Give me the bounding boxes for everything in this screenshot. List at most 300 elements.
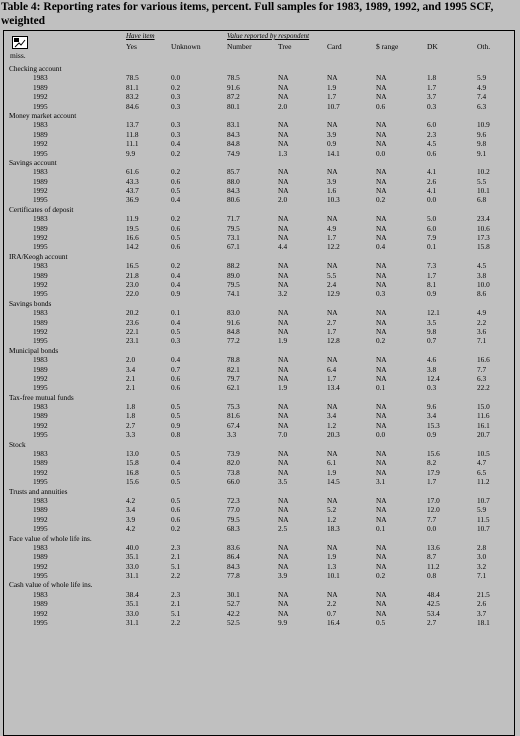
cell-yes: 16.6 [126,233,139,243]
cell-number: 91.6 [227,317,240,327]
cell-card: 2.2 [327,599,337,609]
cell-range: NA [376,270,387,280]
table-row [4,449,516,458]
table-row [4,102,516,111]
table-row [4,195,516,204]
cell-unknown: 0.4 [171,195,181,205]
cell-card: 1.2 [327,514,337,524]
table-body [4,64,516,627]
cell-unknown: 0.2 [171,148,181,158]
cell-dk: 13.6 [427,542,440,552]
cell-oth: 10.7 [477,495,490,505]
cell-card: 0.9 [327,139,337,149]
year-cell: 1995 [33,242,48,252]
cell-tree: NA [278,467,289,477]
table-row [4,618,516,627]
cell-dk: 53.4 [427,608,440,618]
cell-card: 5.2 [327,505,337,515]
cell-card: NA [327,589,338,599]
cell-unknown: 2.2 [171,571,181,581]
section-header [4,393,516,402]
cell-yes: 23.0 [126,279,139,289]
cell-dk: 8.2 [427,458,437,468]
cell-unknown: 0.3 [171,336,181,346]
cell-dk: 0.1 [427,242,437,252]
cell-tree: NA [278,599,289,609]
cell-oth: 6.8 [477,195,487,205]
table-title: Table 4: Reporting rates for various items, percent. Full samples for 1983, 1989, 1992, and 1995 SCF, weighted [1,1,494,27]
cell-yes: 84.6 [126,101,139,111]
col-header-unknown: Unknown [171,42,201,51]
cell-card: 1.7 [327,326,337,336]
table-row [4,308,516,317]
cell-tree: NA [278,317,289,327]
section-header [4,580,516,589]
table-row [4,186,516,195]
cell-number: 91.6 [227,82,240,92]
year-cell: 1983 [33,308,48,318]
cell-number: 79.5 [227,514,240,524]
table-row [4,120,516,129]
cell-range: NA [376,82,387,92]
cell-tree: NA [278,308,289,318]
cell-number: 80.6 [227,195,240,205]
cell-tree: NA [278,214,289,224]
cell-yes: 83.2 [126,92,139,102]
cell-unknown: 0.5 [171,411,181,421]
cell-oth: 7.7 [477,364,487,374]
cell-dk: 9.6 [427,402,437,412]
cell-range: NA [376,608,387,618]
cell-tree: 3.2 [278,289,288,299]
cell-card: 3.4 [327,411,337,421]
cell-yes: 78.5 [126,73,139,83]
year-cell: 1983 [33,355,48,365]
cell-oth: 10.0 [477,279,490,289]
cell-oth: 11.6 [477,411,490,421]
cell-tree: 2.5 [278,524,288,534]
cell-unknown: 0.9 [171,289,181,299]
cell-dk: 8.1 [427,279,437,289]
cell-number: 79.7 [227,373,240,383]
table-row [4,318,516,327]
cell-dk: 15.3 [427,420,440,430]
table-row [4,421,516,430]
cell-card: NA [327,261,338,271]
cell-number: 81.6 [227,411,240,421]
cell-oth: 10.7 [477,524,490,534]
cell-card: 18.3 [327,524,340,534]
cell-unknown: 0.9 [171,420,181,430]
cell-range: 0.1 [376,383,386,393]
cell-unknown: 0.6 [171,505,181,515]
cell-oth: 20.7 [477,430,490,440]
year-cell: 1983 [33,261,48,271]
cell-dk: 0.3 [427,383,437,393]
cell-unknown: 0.4 [171,317,181,327]
section-label: Savings bonds [9,298,52,308]
section-label: Trusts and annuities [9,486,68,496]
cell-range: NA [376,542,387,552]
cell-oth: 7.1 [477,336,487,346]
year-cell: 1992 [33,233,48,243]
cell-card: 1.9 [327,82,337,92]
cell-number: 42.2 [227,608,240,618]
year-cell: 1992 [33,467,48,477]
table-row [4,177,516,186]
year-cell: 1989 [33,270,48,280]
cell-number: 73.8 [227,467,240,477]
cell-tree: NA [278,233,289,243]
cell-number: 52.5 [227,618,240,628]
year-cell: 1992 [33,186,48,196]
cell-card: 12.2 [327,242,340,252]
cell-number: 30.1 [227,589,240,599]
table-row [4,224,516,233]
cell-unknown: 2.1 [171,599,181,609]
cell-tree: NA [278,505,289,515]
cell-oth: 9.1 [477,148,487,158]
table-row [4,289,516,298]
cell-card: 1.7 [327,233,337,243]
cell-range: 3.1 [376,477,386,487]
cell-unknown: 0.2 [171,82,181,92]
cell-yes: 31.1 [126,618,139,628]
cell-card: 10.3 [327,195,340,205]
cell-number: 77.0 [227,505,240,515]
table-row [4,552,516,561]
cell-dk: 0.6 [427,148,437,158]
cell-oth: 6.3 [477,373,487,383]
table-row [4,280,516,289]
cell-range: 0.3 [376,289,386,299]
cell-dk: 1.7 [427,82,437,92]
cell-oth: 10.1 [477,186,490,196]
cell-card: 13.4 [327,383,340,393]
cell-unknown: 0.5 [171,233,181,243]
cell-number: 74.1 [227,289,240,299]
cell-yes: 1.8 [126,411,136,421]
cell-card: NA [327,167,338,177]
section-header [4,111,516,120]
cell-number: 73.1 [227,233,240,243]
cell-tree: 1.9 [278,383,288,393]
cell-range: NA [376,495,387,505]
cell-card: 6.4 [327,364,337,374]
year-cell: 1995 [33,571,48,581]
cell-range: 0.5 [376,618,386,628]
section-header [4,299,516,308]
section-header [4,158,516,167]
cell-yes: 43.7 [126,186,139,196]
table-row [4,609,516,618]
cell-card: 2.7 [327,317,337,327]
cell-unknown: 2.2 [171,618,181,628]
cell-tree: NA [278,608,289,618]
cell-yes: 2.1 [126,373,136,383]
cell-oth: 2.6 [477,599,487,609]
cell-yes: 40.0 [126,542,139,552]
cell-card: 1.3 [327,561,337,571]
cell-range: NA [376,308,387,318]
cell-oth: 15.0 [477,402,490,412]
cell-yes: 2.0 [126,355,136,365]
table-row [4,515,516,524]
cell-yes: 15.8 [126,458,139,468]
cell-number: 68.3 [227,524,240,534]
table-row [4,468,516,477]
cell-number: 83.6 [227,542,240,552]
cell-oth: 8.6 [477,289,487,299]
cell-oth: 11.2 [477,477,490,487]
cell-yes: 16.8 [126,467,139,477]
table-row [4,411,516,420]
cell-unknown: 0.3 [171,92,181,102]
cell-oth: 9.6 [477,129,487,139]
year-cell: 1995 [33,383,48,393]
cell-card: NA [327,355,338,365]
year-cell: 1995 [33,336,48,346]
section-label: IRA/Keogh account [9,251,68,261]
cell-dk: 4.1 [427,167,437,177]
cell-tree: 1.3 [278,148,288,158]
cell-card: NA [327,120,338,130]
cell-oth: 6.5 [477,467,487,477]
cell-oth: 21.5 [477,589,490,599]
cell-range: NA [376,167,387,177]
cell-dk: 42.5 [427,599,440,609]
year-cell: 1989 [33,364,48,374]
cell-oth: 5.5 [477,176,487,186]
cell-unknown: 0.3 [171,120,181,130]
cell-oth: 4.9 [477,82,487,92]
cell-yes: 43.3 [126,176,139,186]
cell-card: NA [327,214,338,224]
cell-oth: 22.2 [477,383,490,393]
section-header [4,440,516,449]
table-row [4,383,516,392]
cell-range: NA [376,326,387,336]
cell-card: NA [327,542,338,552]
col-header-card: Card [327,42,342,51]
cell-oth: 3.6 [477,326,487,336]
cell-yes: 16.5 [126,261,139,271]
cell-range: NA [376,411,387,421]
cell-yes: 23.1 [126,336,139,346]
cell-number: 86.4 [227,552,240,562]
table-row [4,458,516,467]
cell-card: NA [327,402,338,412]
table-row [4,261,516,270]
year-cell: 1992 [33,608,48,618]
cell-dk: 0.3 [427,101,437,111]
cell-number: 73.9 [227,449,240,459]
cell-dk: 12.1 [427,308,440,318]
cell-oth: 16.1 [477,420,490,430]
table-row [4,83,516,92]
cell-range: NA [376,514,387,524]
cell-tree: NA [278,279,289,289]
cell-dk: 12.0 [427,505,440,515]
table-row [4,562,516,571]
cell-yes: 3.4 [126,364,136,374]
cell-oth: 9.8 [477,139,487,149]
cell-range: NA [376,505,387,515]
cell-range: NA [376,589,387,599]
cell-oth: 7.4 [477,92,487,102]
cell-yes: 2.7 [126,420,136,430]
table-row [4,543,516,552]
section-label: Money market account [9,110,77,120]
year-cell: 1995 [33,289,48,299]
cell-oth: 2.8 [477,542,487,552]
cell-unknown: 2.1 [171,552,181,562]
cell-unknown: 0.8 [171,430,181,440]
section-label: Certificates of deposit [9,204,74,214]
cell-oth: 7.1 [477,571,487,581]
table-row [4,477,516,486]
cell-yes: 19.5 [126,223,139,233]
cell-dk: 1.8 [427,73,437,83]
cell-dk: 0.9 [427,289,437,299]
cell-number: 84.8 [227,326,240,336]
cell-number: 72.3 [227,495,240,505]
cell-range: NA [376,73,387,83]
cell-range: NA [376,176,387,186]
cell-unknown: 0.2 [171,524,181,534]
cell-number: 74.9 [227,148,240,158]
cell-yes: 3.9 [126,514,136,524]
cell-tree: NA [278,552,289,562]
cell-tree: NA [278,73,289,83]
cell-dk: 0.9 [427,430,437,440]
cell-number: 83.1 [227,120,240,130]
cell-dk: 4.1 [427,186,437,196]
cell-range: 0.6 [376,101,386,111]
table-row [4,571,516,580]
cell-tree: NA [278,420,289,430]
cell-yes: 11.1 [126,139,139,149]
cell-yes: 14.2 [126,242,139,252]
cell-dk: 3.5 [427,317,437,327]
year-cell: 1983 [33,120,48,130]
cell-range: NA [376,129,387,139]
cell-oth: 3.0 [477,552,487,562]
cell-unknown: 0.5 [171,449,181,459]
cell-number: 67.1 [227,242,240,252]
section-label: Cash value of whole life ins. [9,580,93,590]
cell-yes: 13.7 [126,120,139,130]
cell-number: 89.0 [227,270,240,280]
cell-dk: 0.7 [427,336,437,346]
col-header-number: Number [227,42,252,51]
section-header [4,205,516,214]
cell-yes: 33.0 [126,608,139,618]
cell-unknown: 0.6 [171,176,181,186]
cell-range: NA [376,120,387,130]
cell-yes: 9.9 [126,148,136,158]
cell-range: NA [376,449,387,459]
cell-card: 4.9 [327,223,337,233]
cell-unknown: 0.4 [171,458,181,468]
col-header-tree: Tree [278,42,292,51]
table-row [4,167,516,176]
cell-card: 1.9 [327,552,337,562]
cell-range: NA [376,420,387,430]
cell-card: 1.7 [327,92,337,102]
cell-tree: 2.0 [278,195,288,205]
cell-number: 77.2 [227,336,240,346]
year-cell: 1992 [33,373,48,383]
cell-dk: 1.7 [427,270,437,280]
cell-tree: NA [278,495,289,505]
cell-range: 0.4 [376,242,386,252]
cell-unknown: 0.5 [171,467,181,477]
cell-dk: 4.6 [427,355,437,365]
cell-dk: 0.0 [427,524,437,534]
cell-dk: 1.7 [427,477,437,487]
cell-oth: 4.5 [477,261,487,271]
cell-oth: 18.1 [477,618,490,628]
cell-dk: 9.8 [427,326,437,336]
cell-dk: 2.7 [427,618,437,628]
cell-card: NA [327,449,338,459]
cell-number: 84.3 [227,186,240,196]
cell-number: 78.8 [227,355,240,365]
cell-unknown: 0.2 [171,261,181,271]
cell-oth: 3.7 [477,608,487,618]
cell-yes: 3.3 [126,430,136,440]
cell-number: 62.1 [227,383,240,393]
cell-yes: 15.6 [126,477,139,487]
cell-yes: 33.0 [126,561,139,571]
year-cell: 1989 [33,82,48,92]
cell-unknown: 5.1 [171,608,181,618]
table-row [4,430,516,439]
cell-tree: NA [278,542,289,552]
cell-tree: 9.9 [278,618,288,628]
cell-unknown: 0.4 [171,139,181,149]
cell-unknown: 0.7 [171,364,181,374]
cell-unknown: 0.2 [171,167,181,177]
cell-number: 78.5 [227,73,240,83]
cell-oth: 15.8 [477,242,490,252]
table-row [4,336,516,345]
table-row [4,149,516,158]
cell-dk: 17.0 [427,495,440,505]
section-header [4,64,516,73]
year-cell: 1989 [33,176,48,186]
section-label: Checking account [9,64,62,73]
cell-tree: NA [278,561,289,571]
cell-unknown: 0.2 [171,214,181,224]
cell-unknown: 0.4 [171,270,181,280]
cell-dk: 11.2 [427,561,440,571]
cell-oth: 23.4 [477,214,490,224]
cell-yes: 23.6 [126,317,139,327]
cell-yes: 38.4 [126,589,139,599]
cell-dk: 2.6 [427,176,437,186]
year-cell: 1989 [33,223,48,233]
cell-yes: 31.1 [126,571,139,581]
cell-unknown: 0.6 [171,514,181,524]
table-row [4,402,516,411]
cell-yes: 22.0 [126,289,139,299]
cell-unknown: 0.1 [171,308,181,318]
year-cell: 1995 [33,430,48,440]
missing-label: miss. [10,51,26,60]
cell-tree: NA [278,176,289,186]
